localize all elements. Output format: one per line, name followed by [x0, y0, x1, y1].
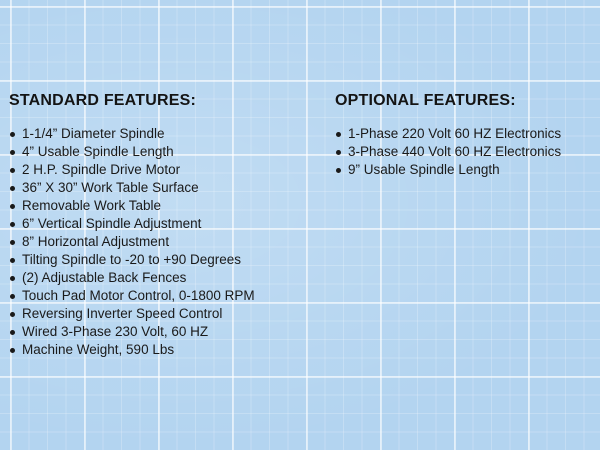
list-item: 2 H.P. Spindle Drive Motor	[9, 161, 309, 179]
standard-features-section	[9, 91, 309, 359]
optional-features-list	[335, 125, 595, 179]
list-item: 36” X 30” Work Table Surface	[9, 179, 309, 197]
optional-features-heading: OPTIONAL FEATURES:	[335, 92, 516, 109]
list-item: 6” Vertical Spindle Adjustment	[9, 215, 309, 233]
list-item: 3-Phase 440 Volt 60 HZ Electronics	[335, 143, 595, 161]
list-item: Tilting Spindle to -20 to +90 Degrees	[9, 251, 309, 269]
optional-features-section	[335, 91, 595, 179]
standard-features-list	[9, 125, 309, 359]
list-item: Touch Pad Motor Control, 0-1800 RPM	[9, 287, 309, 305]
list-item: 1-Phase 220 Volt 60 HZ Electronics	[335, 125, 595, 143]
standard-features-heading: STANDARD FEATURES:	[9, 92, 196, 109]
list-item: 9” Usable Spindle Length	[335, 161, 595, 179]
list-item: 4” Usable Spindle Length	[9, 143, 309, 161]
list-item: 8” Horizontal Adjustment	[9, 233, 309, 251]
list-item: Reversing Inverter Speed Control	[9, 305, 309, 323]
list-item: Wired 3-Phase 230 Volt, 60 HZ	[9, 323, 309, 341]
list-item: (2) Adjustable Back Fences	[9, 269, 309, 287]
list-item: 1-1/4” Diameter Spindle	[9, 125, 309, 143]
list-item: Removable Work Table	[9, 197, 309, 215]
list-item: Machine Weight, 590 Lbs	[9, 341, 309, 359]
